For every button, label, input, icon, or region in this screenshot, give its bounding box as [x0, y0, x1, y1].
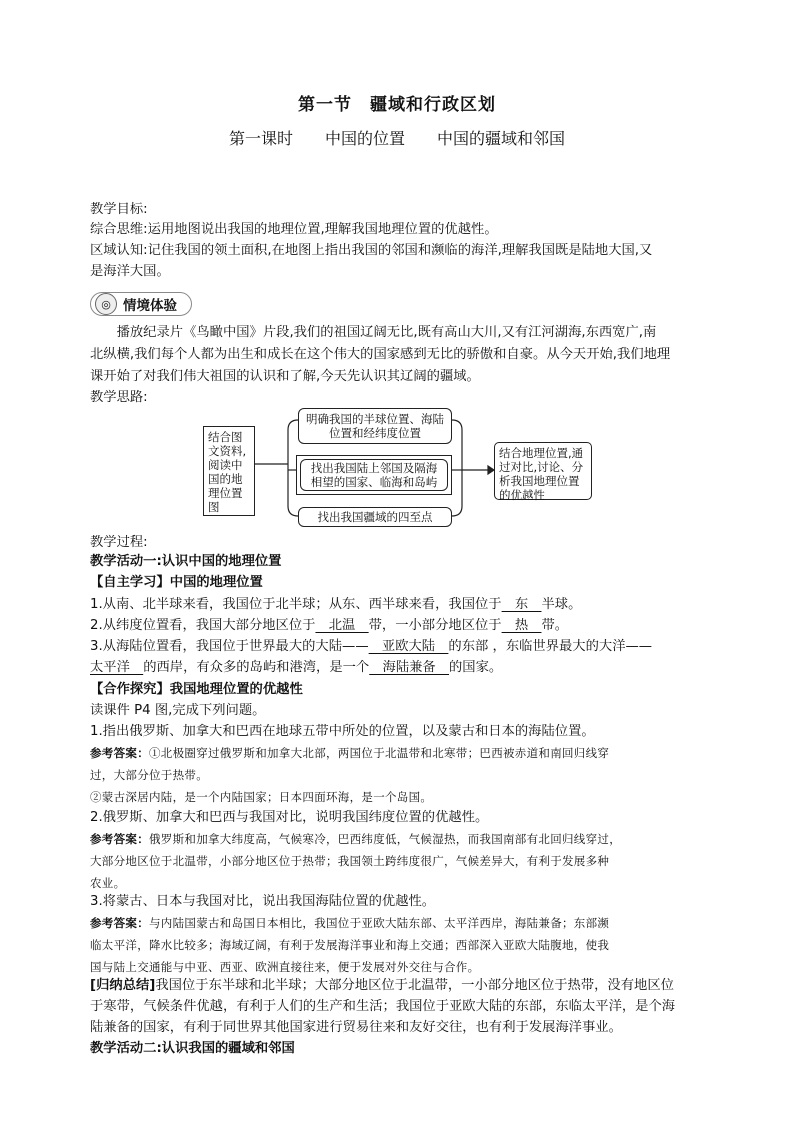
- objective-line-3: 是海洋大国。: [90, 264, 170, 279]
- diagram-box-neighbors: 找出我国陆上邻国及隔海相望的国家、临海和岛屿: [300, 459, 448, 491]
- answer-2-line-1: [90, 828, 710, 850]
- self-study-heading: [90, 573, 710, 593]
- answer-2-line-2: 大部分地区位于北温带，小部分地区位于热带；我国领土跨纬度很广，气候差异大，有利于发展多种: [90, 854, 610, 868]
- q3-answer-2: 太平洋: [90, 660, 144, 675]
- problem-3: 3.将蒙古、日本与我国对比，说出我国海陆位置的优越性。: [90, 894, 436, 909]
- subtitle-topic-2: 中国的疆域和邻国: [437, 129, 566, 148]
- q3-text: 3.从海陆位置看，我国位于世界最大的大陆——: [90, 639, 369, 654]
- summary-tag: [归纳总结]: [90, 978, 156, 993]
- problem-2: 2.俄罗斯、加拿大和巴西与我国对比，说明我国纬度位置的优越性。: [90, 810, 489, 825]
- answer-3-text: 与内陆国蒙古和岛国日本相比，我国位于亚欧大陆东部、太平洋西岸，海陆兼备；东部濒: [149, 916, 610, 930]
- q1-answer: 东: [501, 597, 542, 612]
- summary-line-2: 于寒带，气候条件优越，有利于人们的生产和生活；我国位于亚欧大陆的东部，东临太平洋，是个海: [90, 999, 676, 1014]
- activity-1-heading: 教学活动一:认识中国的地理位置: [90, 554, 282, 569]
- scenario-icon: ◎: [95, 293, 117, 315]
- summary-line-3: 陆兼备的国家，有利于同世界其他国家进行贸易往来和友好交往，也有利于发展海洋事业。: [90, 1020, 622, 1035]
- answer-2-line-3: 农业。: [90, 876, 126, 890]
- subtitle-lesson: 第一课时: [228, 129, 293, 148]
- coop-text: 我国地理位置的优越性: [169, 682, 303, 697]
- answer-1-label: 参考答案：: [90, 746, 149, 760]
- q2-answer-1: 北温: [315, 618, 369, 633]
- q3-answer-1: 亚欧大陆: [368, 639, 449, 654]
- answer-1-line-1: [90, 742, 710, 764]
- self-study-tag: 【自主学习】: [90, 575, 170, 590]
- q3-text-end: 的国家。: [449, 660, 503, 675]
- summary-text: 我国位于东半球和北半球；大部分地区位于北温带，一小部分地区位于热带，没有地区位: [155, 978, 674, 993]
- answer-3-line-2: 临太平洋，降水比较多；海域辽阔，有利于发展海洋事业和海上交通；西部深入亚欧大陆腹地，使我: [90, 938, 610, 952]
- q3-answer-3: 海陆兼备: [369, 660, 450, 675]
- read-instruction: 读课件 P4 图,完成下列问题。: [90, 703, 266, 718]
- intro-line-1: 播放纪录片《鸟瞰中国》片段,我们的祖国辽阔无比,既有高山大川,又有江河湖海,东西宽广,南: [116, 325, 657, 340]
- answer-3-line-1: [90, 912, 710, 934]
- answer-1-line-3: ②蒙古深居内陆，是一个内陆国家；日本四面环海，是一个岛国。: [90, 790, 433, 804]
- q2-text-end: 带。: [541, 618, 569, 633]
- q2-answer-2: 热: [501, 618, 542, 633]
- diagram-box-extremes: 找出我国疆域的四至点: [298, 507, 452, 527]
- diagram-box-advantages: 结合地理位置,通过对比,讨论、分析我国地理位置的优越性: [494, 442, 592, 500]
- answer-1-text: ①北极圈穿过俄罗斯和加拿大北部，两国位于北温带和北寒带；巴西被赤道和南回归线穿: [149, 746, 610, 760]
- thinking-heading: 教学思路:: [90, 390, 148, 405]
- intro-line-2: 北纵横,我们每个人都为出生和成长在这个伟大的国家感到无比的骄傲和自豪。从今天开始,我们地理: [90, 347, 671, 362]
- subtitle-topic-1: 中国的位置: [324, 129, 405, 148]
- answer-1-line-2: 过，大部分位于热带。: [90, 768, 208, 782]
- answer-3-line-3: 国与陆上交通能与中亚、西亚、欧洲直接往来，便于发展对外交往与合作。: [90, 960, 480, 974]
- question-3-cont: [90, 658, 710, 678]
- answer-3-label: 参考答案：: [90, 916, 149, 930]
- question-3: [90, 637, 710, 657]
- objective-line-1: 综合思维:运用地图说出我国的地理位置,理解我国地理位置的优越性。: [90, 222, 498, 237]
- objective-line-2: 区域认知:记住我国的领土面积,在地图上指出我国的邻国和濒临的海洋,理解我国既是陆地大国,又: [90, 243, 653, 258]
- summary-line-1: [90, 976, 710, 996]
- q3-text-mid: 的东部 ，东临世界最大的大洋——: [448, 639, 653, 654]
- q2-text: 2.从纬度位置看，我国大部分地区位于: [90, 618, 316, 633]
- q3-text-mid2: 的西岸，有众多的岛屿和港湾，是一个: [143, 660, 370, 675]
- problem-1: 1.指出俄罗斯、加拿大和巴西在地球五带中所处的位置，以及蒙古和日本的海陆位置。: [90, 724, 595, 739]
- diagram-box-resources: 结合图文资料,阅读中国的地理位置图: [203, 426, 255, 516]
- q2-text-mid: 带，一小部分地区位于: [368, 618, 502, 633]
- self-study-text: 中国的地理位置: [169, 575, 263, 590]
- scenario-badge-label: 情境体验: [123, 298, 177, 314]
- coop-heading: [90, 680, 710, 700]
- coop-tag: 【合作探究】: [90, 682, 170, 697]
- diagram-box-position: 明确我国的半球位置、海陆位置和经纬度位置: [298, 408, 452, 444]
- q1-text-end: 半球。: [541, 597, 582, 612]
- question-2: [90, 616, 710, 636]
- answer-2-text: 俄罗斯和加拿大纬度高，气候寒冷，巴西纬度低，气候湿热，而我国南部有北回归线穿过，: [149, 832, 621, 846]
- question-1: [90, 595, 710, 615]
- diagram-box-neighbors-outer: [296, 455, 452, 495]
- activity-2-heading: 教学活动二:认识我国的疆域和邻国: [90, 1041, 295, 1056]
- objectives-heading: 教学目标:: [90, 202, 148, 217]
- intro-line-3: 课开始了对我们伟大祖国的认识和了解,今天先认识其辽阔的疆域。: [90, 369, 480, 384]
- answer-2-label: 参考答案：: [90, 832, 149, 846]
- process-heading: 教学过程:: [90, 535, 148, 550]
- page-title: 第一节 疆域和行政区划: [298, 95, 496, 115]
- q1-text: 1.从南、北半球来看，我国位于北半球；从东、西半球来看，我国位于: [90, 597, 502, 612]
